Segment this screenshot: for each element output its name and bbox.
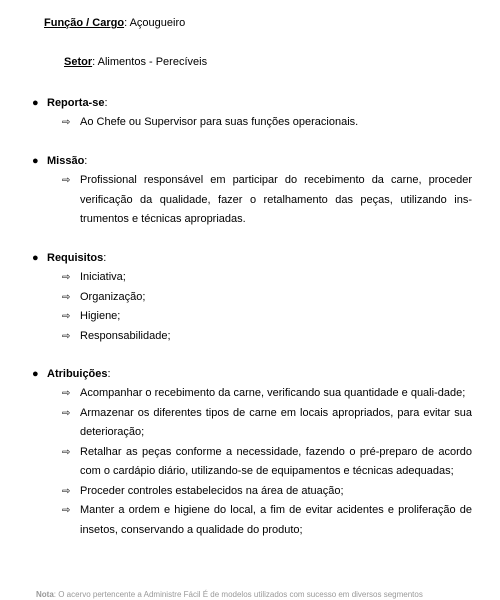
- arrow-right-icon: ⇨: [62, 291, 71, 303]
- arrow-right-icon: ⇨: [62, 388, 71, 399]
- arrow-right-icon: ⇨: [62, 117, 71, 128]
- section-atribuicoes: [32, 366, 472, 540]
- list-item: ⇨ Profissional responsável em participar do recebimento da carne, proceder verificação da qualidade, fazer o retalhamento das peças, utilizando ins-trumentos e técnicas apropriadas.: [32, 171, 472, 230]
- role-line: Função / Cargo: Açougueiro: [44, 17, 186, 29]
- list-item: ⇨ Responsabilidade;: [32, 327, 472, 347]
- section-title: ● Missão:: [32, 155, 88, 167]
- section-missao: [32, 153, 472, 230]
- list-item: ⇨ Higiene;: [32, 307, 472, 327]
- role-label: Função / Cargo: [44, 17, 125, 29]
- list-item: ⇨ Iniciativa;: [32, 268, 472, 288]
- section-requisitos: [32, 250, 472, 346]
- sector-label: Setor: [64, 56, 93, 68]
- sector-value: Alimentos - Perecíveis: [97, 56, 208, 68]
- section-title: ● Reporta-se:: [32, 97, 108, 109]
- bullet-icon: ●: [32, 155, 39, 167]
- list-item: ⇨ Armazenar os diferentes tipos de carne em locais apropriados, para evitar sua deterioração;: [32, 404, 472, 443]
- role-value: Açougueiro: [129, 17, 186, 29]
- arrow-right-icon: ⇨: [62, 175, 71, 186]
- list-item: ⇨ Ao Chefe ou Supervisor para suas funções operacionais.: [32, 113, 472, 133]
- sector-line: Setor: Alimentos - Perecíveis: [64, 56, 208, 68]
- bullet-icon: ●: [32, 368, 39, 380]
- note-text: : O acervo pertencente a Administre Fácil É de modelos utilizados com sucesso em diversos segmentos: [53, 590, 423, 599]
- bullet-icon: ●: [32, 252, 39, 264]
- arrow-right-icon: ⇨: [62, 407, 71, 419]
- list-item: ⇨ Organização;: [32, 288, 472, 308]
- section-title: ● Atribuições:: [32, 368, 111, 380]
- list-item: ⇨ Retalhar as peças conforme a necessidade, fazendo o pré-preparo de acordo com o cardápio diário, utilizando-se de equipamentos e técnicas adequadas;: [32, 443, 472, 482]
- footer-note: [36, 590, 423, 599]
- arrow-right-icon: ⇨: [62, 485, 71, 497]
- bullet-icon: ●: [32, 97, 39, 109]
- arrow-right-icon: ⇨: [62, 446, 71, 458]
- list-item: ⇨ Manter a ordem e higiene do local, a fim de evitar acidentes e proliferação de insetos, conservando a qualidade do produto;: [32, 501, 472, 540]
- list-item: ⇨ Proceder controles estabelecidos na área de atuação;: [32, 482, 472, 502]
- section-reporta-se: [32, 95, 472, 133]
- arrow-right-icon: ⇨: [62, 330, 71, 342]
- arrow-right-icon: ⇨: [62, 505, 71, 516]
- section-title: ● Requisitos:: [32, 252, 107, 264]
- note-label: Nota: [36, 590, 54, 599]
- arrow-right-icon: ⇨: [62, 272, 71, 283]
- list-item: ⇨ Acompanhar o recebimento da carne, verificando sua quantidade e quali-dade;: [32, 384, 472, 404]
- arrow-right-icon: ⇨: [62, 311, 71, 322]
